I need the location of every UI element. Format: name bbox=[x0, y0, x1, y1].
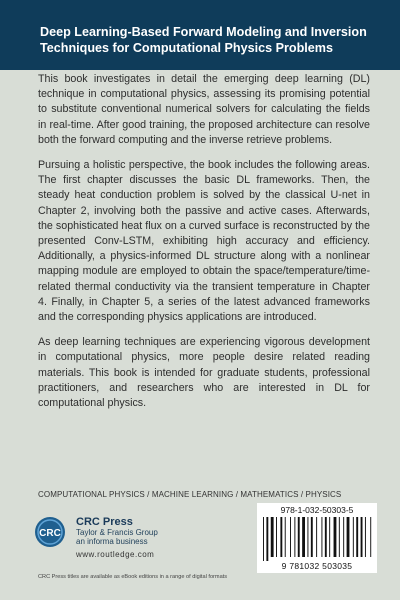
publisher-business: an informa business bbox=[76, 537, 148, 546]
publisher-info bbox=[76, 516, 158, 559]
blurb-paragraph-3: As deep learning techniques are experiencing vigorous development in computational physics, more people desire related reading materials. This book is intended for graduate students, professional practitioners, and researchers who are interested in DL for computational physics. bbox=[38, 336, 370, 410]
subject-categories: COMPUTATIONAL PHYSICS / MACHINE LEARNING / MATHEMATICS / PHYSICS bbox=[38, 490, 342, 499]
isbn-barcode bbox=[257, 503, 377, 573]
blurb-paragraph-1: This book investigates in detail the emerging deep learning (DL) technique in computational physics, assessing its promising potential to substitute conventional numerical solvers for calculating the fields in real-time. After good training, the proposed architecture can resolve both the forward computing and the inverse retrieve problems. bbox=[38, 73, 370, 146]
publisher-logo bbox=[34, 512, 234, 558]
isbn-hyphenated: 978-1-032-50303-5 bbox=[280, 505, 354, 515]
publisher-name: CRC Press bbox=[76, 516, 133, 528]
publisher-group: Taylor & Francis Group bbox=[76, 528, 158, 537]
blurb bbox=[38, 72, 370, 421]
isbn-digits: 9 781032 503035 bbox=[281, 561, 353, 571]
book-title: Deep Learning-Based Forward Modeling and Inversion Techniques for Computational Physics Problems bbox=[40, 25, 367, 55]
blurb-paragraph-2: Pursuing a holistic perspective, the book includes the following areas. The first chapter discusses the basic DL frameworks. Then, the steady heat conduction problem is solved by the classical U-net in Chapter 2, involving both the passive and active cases. Afterwards, the sophisticated heat flux on a curved surface is reconstructed by the presented Conv-LSTM, exhibiting high accuracy and efficiency. Additionally, a physics-informed DL structure along with a nonlinear mapping module are employed to obtain the space/temperature/time-related thermal conductivity via the transient temperature in Chapter 4. Finally, in Chapter 5, a series of the latest advanced frameworks and the corresponding physics applications are introduced. bbox=[38, 159, 370, 324]
publisher-url[interactable]: www.routledge.com bbox=[76, 550, 155, 559]
logo-letters: CRC bbox=[39, 528, 61, 539]
barcode-bars bbox=[261, 517, 373, 561]
crc-logo-icon bbox=[34, 516, 66, 548]
ebook-note: CRC Press titles are available as eBook editions in a range of digital formats bbox=[38, 574, 228, 580]
